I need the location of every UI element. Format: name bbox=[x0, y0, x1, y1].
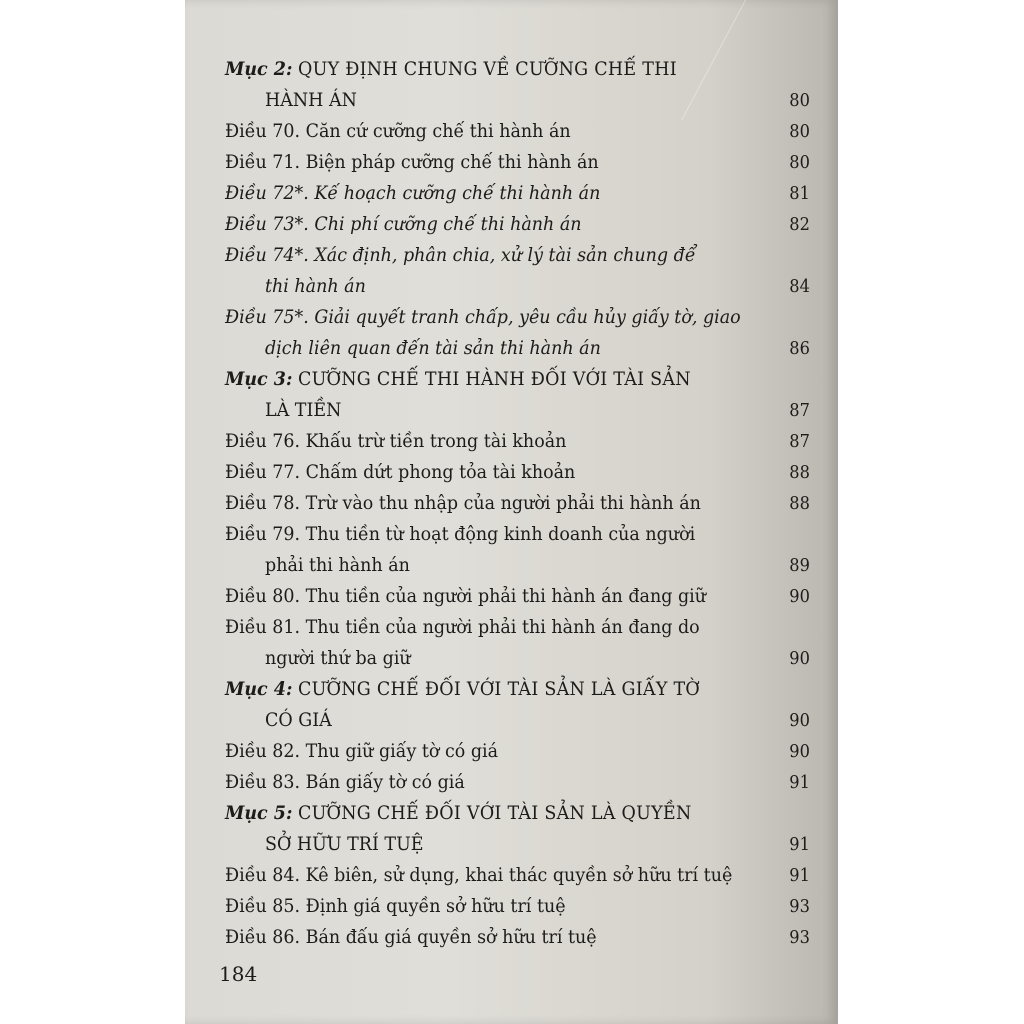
page-ref: 81 bbox=[789, 183, 810, 204]
page-ref: 86 bbox=[789, 338, 810, 359]
page-ref: 93 bbox=[789, 896, 810, 917]
page-number: 184 bbox=[219, 962, 258, 986]
toc-entry-cont bbox=[225, 333, 810, 364]
entry-text: Điều 71. Biện pháp cưỡng chế thi hành án bbox=[225, 151, 599, 173]
toc-entry bbox=[225, 240, 810, 271]
section-label: Mục 2: bbox=[225, 58, 293, 80]
entry-text: Điều 81. Thu tiền của người phải thi hành án đang do bbox=[225, 616, 700, 638]
section-title-cont: CÓ GIÁ bbox=[265, 709, 332, 731]
entry-text-cont: người thứ ba giữ bbox=[265, 647, 411, 669]
section-heading bbox=[225, 798, 810, 829]
section-title-cont: LÀ TIỀN bbox=[265, 399, 342, 421]
section-title: QUY ĐỊNH CHUNG VỀ CƯỠNG CHẾ THI bbox=[297, 58, 677, 80]
page-ref: 90 bbox=[789, 586, 810, 607]
toc-entry bbox=[225, 302, 810, 333]
section-heading bbox=[225, 674, 810, 705]
entry-text-cont: dịch liên quan đến tài sản thi hành án bbox=[265, 337, 601, 359]
toc-entry bbox=[225, 209, 810, 240]
toc-entry bbox=[225, 860, 810, 891]
toc-entry-cont bbox=[225, 643, 810, 674]
section-title: CƯỠNG CHẾ ĐỐI VỚI TÀI SẢN LÀ GIẤY TỜ bbox=[297, 678, 701, 700]
page-ref: 89 bbox=[789, 555, 810, 576]
section-heading-cont bbox=[225, 85, 810, 116]
entry-text: Điều 78. Trừ vào thu nhập của người phải thi hành án bbox=[225, 492, 701, 514]
entry-text-cont: thi hành án bbox=[265, 275, 366, 297]
toc-entry bbox=[225, 426, 810, 457]
page-ref: 90 bbox=[789, 741, 810, 762]
toc-entry bbox=[225, 891, 810, 922]
section-title: CƯỠNG CHẾ ĐỐI VỚI TÀI SẢN LÀ QUYỀN bbox=[297, 802, 692, 824]
toc-entry bbox=[225, 178, 810, 209]
section-title-cont: SỞ HỮU TRÍ TUỆ bbox=[265, 833, 424, 855]
section-label: Mục 3: bbox=[225, 368, 293, 390]
toc-entry-cont bbox=[225, 271, 810, 302]
entry-text: Điều 75*. Giải quyết tranh chấp, yêu cầu hủy giấy tờ, giao bbox=[225, 306, 741, 328]
entry-text: Điều 83. Bán giấy tờ có giá bbox=[225, 771, 465, 793]
entry-text: Điều 73*. Chi phí cưỡng chế thi hành án bbox=[225, 213, 582, 235]
section-heading-cont bbox=[225, 829, 810, 860]
page-ref: 84 bbox=[789, 276, 810, 297]
entry-text-cont: phải thi hành án bbox=[265, 554, 410, 576]
page-ref: 80 bbox=[789, 152, 810, 173]
toc-entry bbox=[225, 736, 810, 767]
toc-entry bbox=[225, 519, 810, 550]
toc-entry bbox=[225, 147, 810, 178]
page-ref: 90 bbox=[789, 710, 810, 731]
section-title-cont: HÀNH ÁN bbox=[265, 89, 357, 111]
entry-text: Điều 85. Định giá quyền sở hữu trí tuệ bbox=[225, 895, 566, 917]
entry-text: Điều 76. Khấu trừ tiền trong tài khoản bbox=[225, 430, 567, 452]
page-ref: 87 bbox=[789, 400, 810, 421]
section-label: Mục 4: bbox=[225, 678, 293, 700]
entry-text: Điều 80. Thu tiền của người phải thi hành án đang giữ bbox=[225, 585, 707, 607]
entry-text: Điều 86. Bán đấu giá quyền sở hữu trí tuệ bbox=[225, 926, 597, 948]
section-title: CƯỠNG CHẾ THI HÀNH ĐỐI VỚI TÀI SẢN bbox=[297, 368, 691, 390]
toc-entry bbox=[225, 922, 810, 953]
entry-text: Điều 72*. Kế hoạch cưỡng chế thi hành án bbox=[225, 182, 601, 204]
section-heading bbox=[225, 364, 810, 395]
entry-text: Điều 84. Kê biên, sử dụng, khai thác quyền sở hữu trí tuệ bbox=[225, 864, 733, 886]
toc-entry-cont bbox=[225, 550, 810, 581]
section-heading bbox=[225, 54, 810, 85]
toc-entry bbox=[225, 767, 810, 798]
toc-entry bbox=[225, 116, 810, 147]
entry-text: Điều 79. Thu tiền từ hoạt động kinh doanh của người bbox=[225, 523, 696, 545]
page-ref: 87 bbox=[789, 431, 810, 452]
toc-entry bbox=[225, 581, 810, 612]
entry-text: Điều 70. Căn cứ cưỡng chế thi hành án bbox=[225, 120, 571, 142]
entry-text: Điều 77. Chấm dứt phong tỏa tài khoản bbox=[225, 461, 576, 483]
page-ref: 93 bbox=[789, 927, 810, 948]
table-of-contents bbox=[225, 54, 810, 953]
page-ref: 90 bbox=[789, 648, 810, 669]
page-ref: 88 bbox=[789, 493, 810, 514]
section-heading-cont bbox=[225, 395, 810, 426]
page-ref: 80 bbox=[789, 90, 810, 111]
book-page bbox=[185, 0, 838, 1024]
page-ref: 91 bbox=[789, 772, 810, 793]
page-ref: 88 bbox=[789, 462, 810, 483]
entry-text: Điều 74*. Xác định, phân chia, xử lý tài sản chung để bbox=[225, 244, 696, 266]
section-heading-cont bbox=[225, 705, 810, 736]
toc-entry bbox=[225, 612, 810, 643]
page-ref: 91 bbox=[789, 834, 810, 855]
page-ref: 91 bbox=[789, 865, 810, 886]
section-label: Mục 5: bbox=[225, 802, 293, 824]
entry-text: Điều 82. Thu giữ giấy tờ có giá bbox=[225, 740, 499, 762]
page-ref: 82 bbox=[789, 214, 810, 235]
page-ref: 80 bbox=[789, 121, 810, 142]
toc-entry bbox=[225, 457, 810, 488]
toc-entry bbox=[225, 488, 810, 519]
